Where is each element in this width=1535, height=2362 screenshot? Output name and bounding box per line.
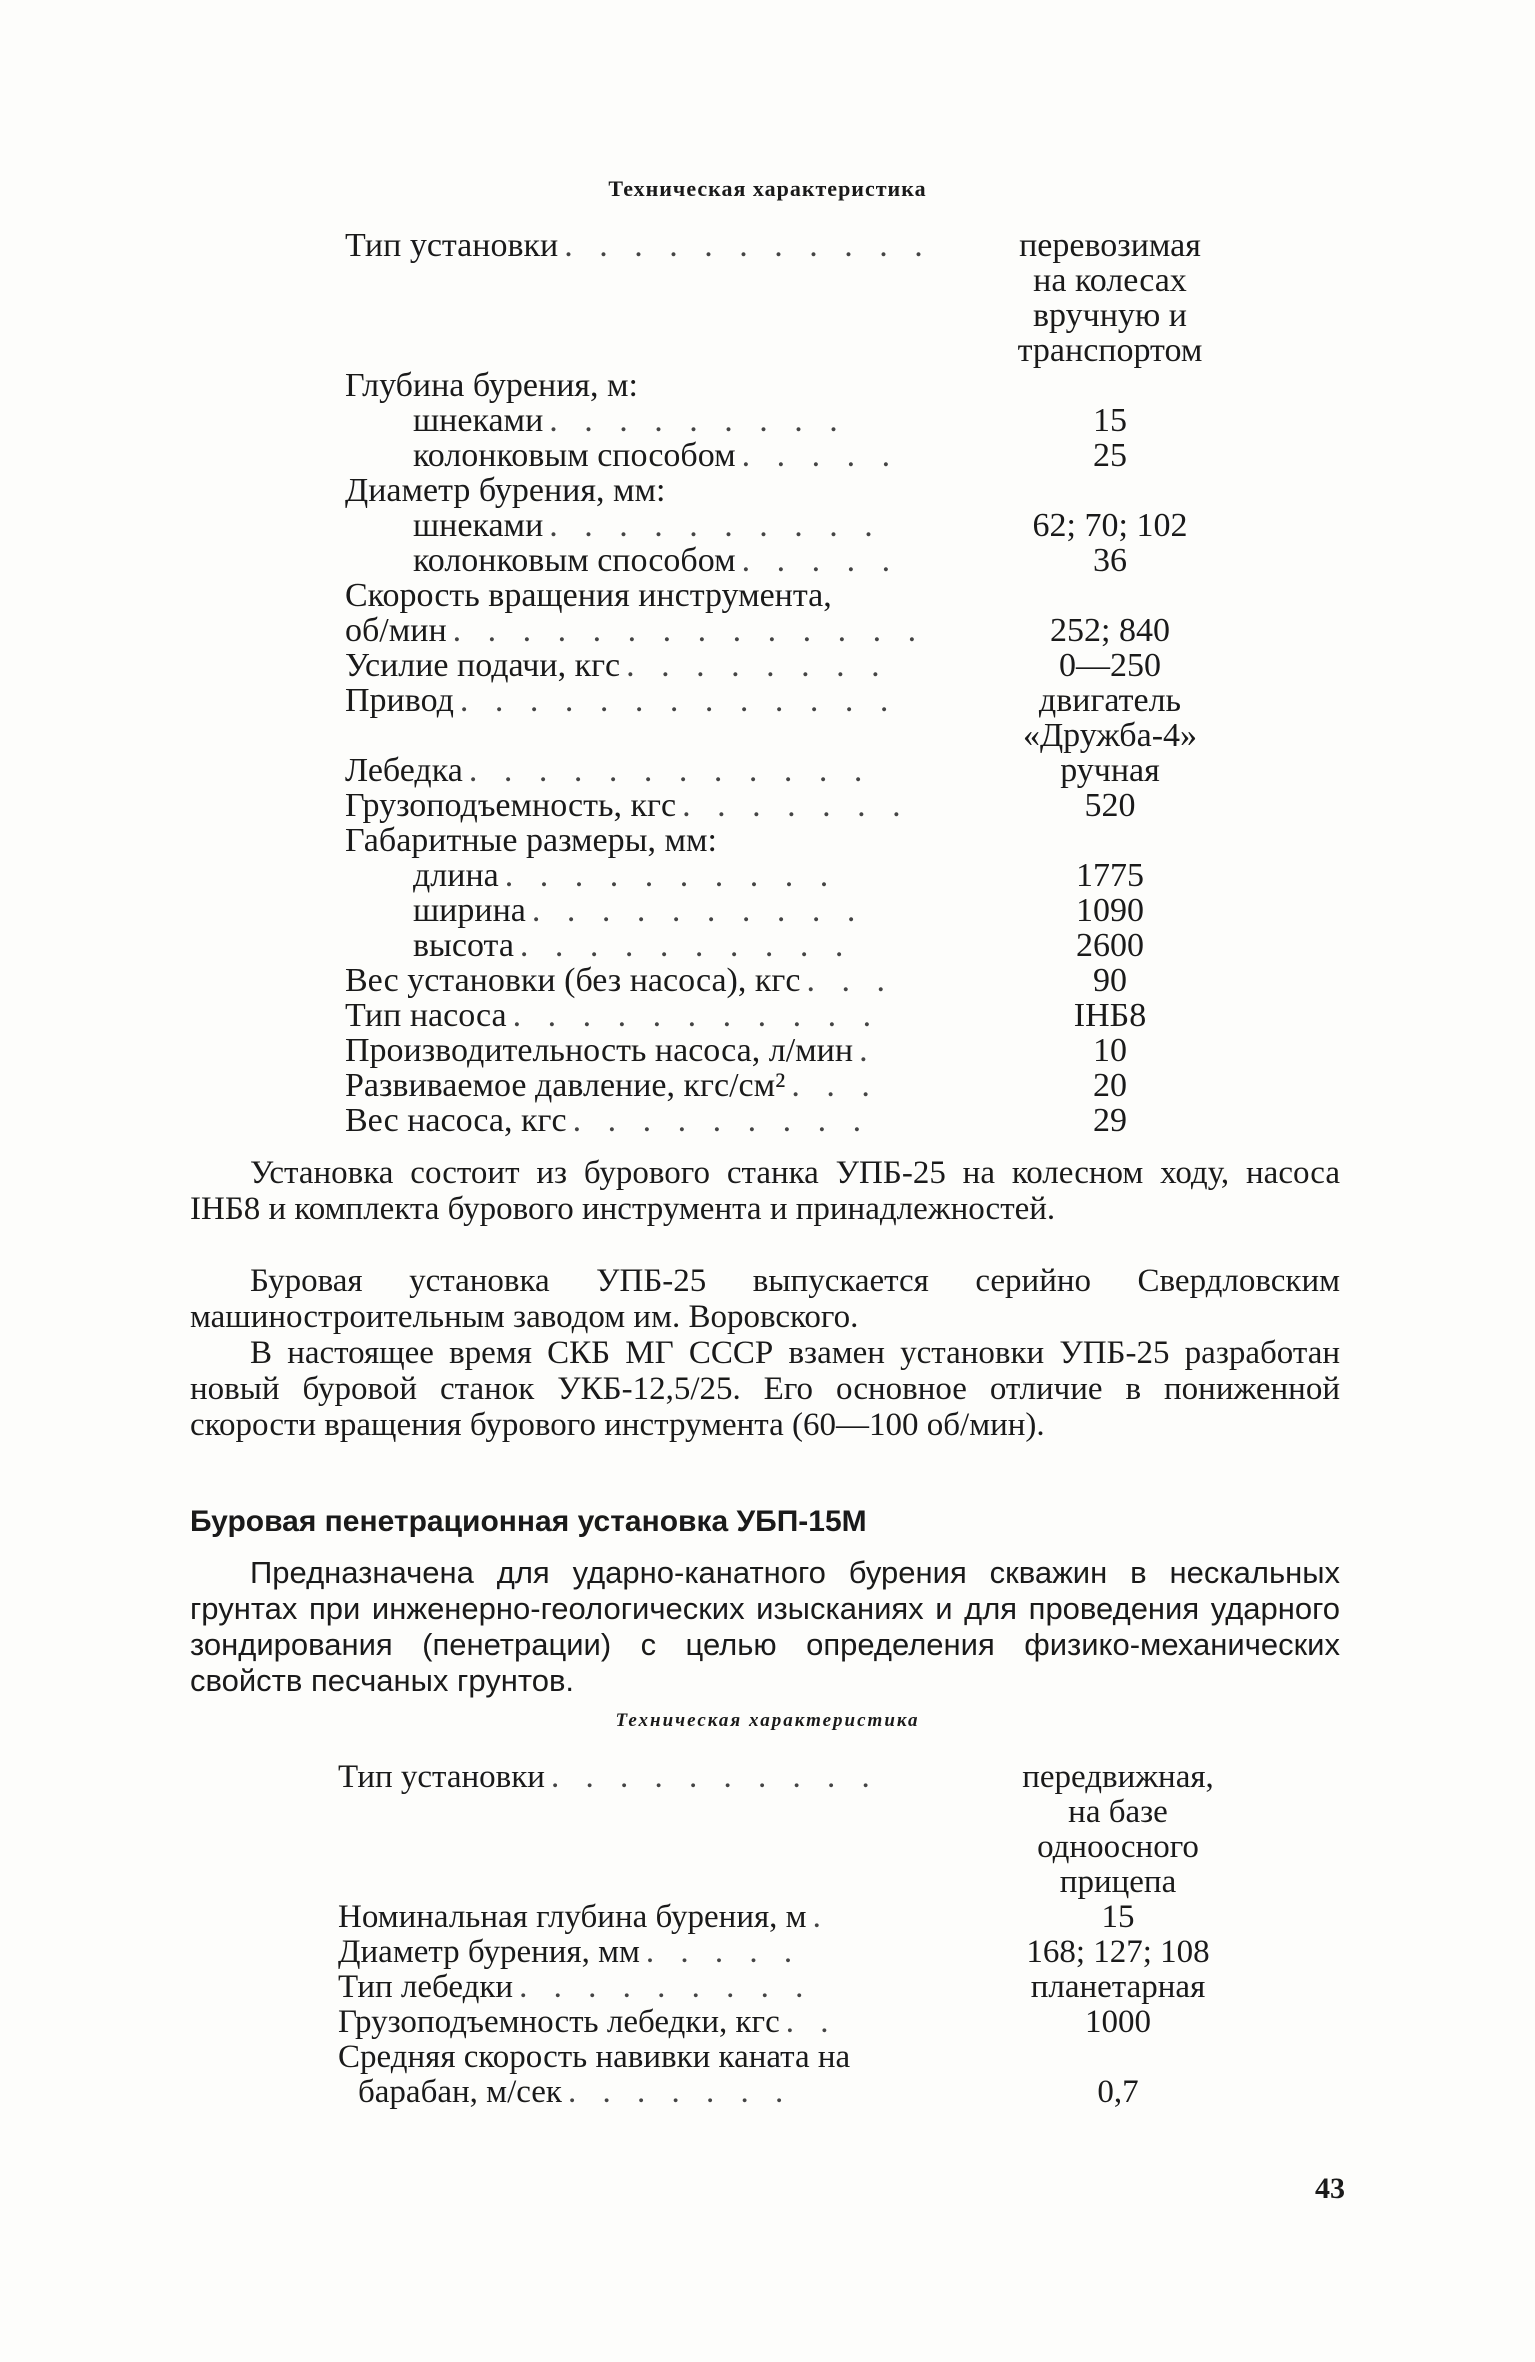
paragraph-composition [190, 1155, 1340, 1227]
spec-row [345, 648, 1215, 683]
spec-row [345, 928, 1215, 963]
spec-group-header: Диаметр бурения, мм: [345, 472, 666, 509]
spec-row [345, 1068, 1215, 1103]
spec-row [338, 2005, 1218, 2040]
leader-dots: . . . . . . . [682, 788, 910, 823]
spec-value: 36 [1093, 542, 1127, 579]
leader-dots: . . . . . . . . . . . . [468, 753, 872, 788]
paragraph-purpose [190, 1555, 1340, 1699]
spec-group-header: Скорость вращения инструмента, [345, 577, 832, 614]
spec-row [338, 1760, 1218, 1900]
leader-dots: . [859, 1033, 877, 1068]
spec-label: Грузоподъемность, кгс [345, 787, 677, 824]
spec-label: Тип лебедки [338, 1969, 514, 2005]
spec-value: передвижная, на базе одноосного прицепа [1022, 1759, 1214, 1900]
spec-label: высота [413, 927, 514, 964]
spec-value: 168; 127; 108 [1026, 1934, 1210, 1970]
leader-dots: . . . . . . . . . . . [564, 228, 932, 263]
leader-dots: . . . [791, 1068, 879, 1103]
spec-value: IНБ8 [1073, 997, 1147, 1034]
spec-label: Тип установки [338, 1759, 545, 1795]
spec-row [345, 1103, 1215, 1138]
spec-value: перевозимая на колесах вручную и транспортом [1017, 227, 1203, 369]
spec-group-header: Средняя скорость навивки каната на [338, 2039, 851, 2075]
spec-row [338, 2075, 1218, 2110]
spec-row [345, 858, 1215, 893]
leader-dots: . [812, 1900, 830, 1935]
spec-value: 0,7 [1097, 2074, 1139, 2110]
spec-value: ручная [1060, 752, 1160, 789]
leader-dots: . . . . . . . . . . [519, 928, 853, 963]
spec-row [345, 438, 1215, 473]
spec-label: Вес насоса, кгс [345, 1102, 567, 1139]
paragraph-text: Предназначена для ударно-канатного бурения скважин в нескальных грунтах при инженерно-геологических изысканиях и для проведения ударного зондирования (пенетрации) с целью определения физико-механических свойств песчаных грунтов. [190, 1555, 1340, 1698]
leader-dots: . . . . . [645, 1935, 802, 1970]
spec-row [345, 788, 1215, 823]
leader-dots: . . . . . . . . . . [504, 858, 838, 893]
leader-dots: . . . . . . . . . [519, 1970, 813, 2005]
leader-dots: . . . . . . . . [626, 648, 889, 683]
spec-label: колонковым способом [413, 437, 736, 474]
spec-label: Тип насоса [345, 997, 507, 1034]
leader-dots: . . . . . . . . . . [531, 893, 865, 928]
spec-value: 15 [1093, 402, 1127, 439]
spec-row [345, 543, 1215, 578]
spec-label: колонковым способом [413, 542, 736, 579]
spec-row [338, 1900, 1218, 1935]
spec-row [338, 1935, 1218, 1970]
spec-row [345, 893, 1215, 928]
spec-value: планетарная [1030, 1969, 1206, 2005]
spec-row [338, 1970, 1218, 2005]
subsection-heading: Буровая пенетрационная установка УБП-15М [190, 1505, 867, 1538]
spec-value: 20 [1093, 1067, 1127, 1104]
spec-row [345, 753, 1215, 788]
spec-row [345, 403, 1215, 438]
leader-dots: . . . . . . . . . [549, 403, 847, 438]
spec-table-2 [338, 1760, 1218, 2110]
spec-value: 2600 [1076, 927, 1144, 964]
spec-value: 10 [1093, 1032, 1127, 1069]
leader-dots: . . . . . . . . . . . . . [459, 683, 898, 718]
spec-value: 90 [1093, 962, 1127, 999]
paragraph-manufacturer [190, 1263, 1340, 1335]
spec-label: Диаметр бурения, мм [338, 1934, 640, 1970]
spec-row [345, 228, 1215, 368]
spec-group-header: Глубина бурения, м: [345, 367, 638, 404]
spec-label: Грузоподъемность лебедки, кгс [338, 2004, 780, 2040]
spec-row [345, 683, 1215, 753]
spec-row [345, 508, 1215, 543]
leader-dots: . . . . . . . . . . . [512, 998, 881, 1033]
spec-row [345, 998, 1215, 1033]
leader-dots: . . . . . . . . . . . . . . [452, 613, 926, 648]
spec-value: 25 [1093, 437, 1127, 474]
spec-label: шнеками [413, 402, 544, 439]
spec-label: Лебедка [345, 752, 463, 789]
spec-label: ширина [413, 892, 526, 929]
spec-table-1 [345, 228, 1215, 1138]
spec-label: Усилие подачи, кгс [345, 647, 621, 684]
page-number: 43 [1315, 2172, 1345, 2205]
spec-label: Номинальная глубина бурения, м [338, 1899, 807, 1935]
spec-value: 520 [1084, 787, 1136, 824]
leader-dots: . . . [806, 963, 894, 998]
leader-dots: . . . . . [741, 543, 900, 578]
paragraph-text: Установка состоит из бурового станка УПБ-25 на колесном ходу, насоса IНБ8 и комплекта бурового инструмента и принадлежностей. [190, 1155, 1340, 1227]
spec-label: барабан, м/сек [358, 2074, 562, 2110]
spec-label: об/мин [345, 612, 447, 649]
paragraph-replacement [190, 1335, 1340, 1443]
leader-dots: . . . . . . . . . . [550, 1760, 879, 1795]
section-title-2: Техническая характеристика [615, 1710, 920, 1731]
spec-label: Производительность насоса, л/мин [345, 1032, 854, 1069]
spec-label: Развиваемое давление, кгс/см² [345, 1067, 786, 1104]
spec-value: 29 [1093, 1102, 1127, 1139]
spec-value: двигатель «Дружба-4» [1022, 682, 1198, 754]
spec-value: 1775 [1076, 857, 1144, 894]
leader-dots: . . . . . . . [567, 2075, 793, 2110]
spec-row [345, 1033, 1215, 1068]
leader-dots: . . . . . [741, 438, 900, 473]
leader-dots: . . . . . . . . . . [549, 508, 882, 543]
section-title-1: Техническая характеристика [608, 176, 927, 201]
spec-value: 15 [1101, 1899, 1135, 1935]
paragraph-text: Буровая установка УПБ-25 выпускается серийно Свердловским машиностроительным заводом им. Воровского. [190, 1263, 1340, 1335]
spec-label: Привод [345, 682, 454, 719]
leader-dots: . . [785, 2005, 838, 2040]
spec-group-header: Габаритные размеры, мм: [345, 822, 717, 859]
spec-label: длина [413, 857, 499, 894]
spec-value: 62; 70; 102 [1032, 507, 1188, 544]
spec-value: 1000 [1085, 2004, 1151, 2040]
spec-label: Вес установки (без насоса), кгс [345, 962, 801, 999]
spec-value: 0—250 [1059, 647, 1161, 684]
spec-row [345, 963, 1215, 998]
spec-value: 1090 [1076, 892, 1144, 929]
spec-row [345, 613, 1215, 648]
spec-label: шнеками [413, 507, 544, 544]
spec-label: Тип установки [345, 227, 559, 264]
spec-value: 252; 840 [1050, 612, 1170, 649]
paragraph-text: В настоящее время СКБ МГ СССР взамен установки УПБ-25 разработан новый буровой станок УКБ-12,5/25. Его основное отличие в пониженной скорости вращения бурового инструмента (60—100 об/мин). [190, 1335, 1340, 1443]
leader-dots: . . . . . . . . . [572, 1103, 871, 1138]
